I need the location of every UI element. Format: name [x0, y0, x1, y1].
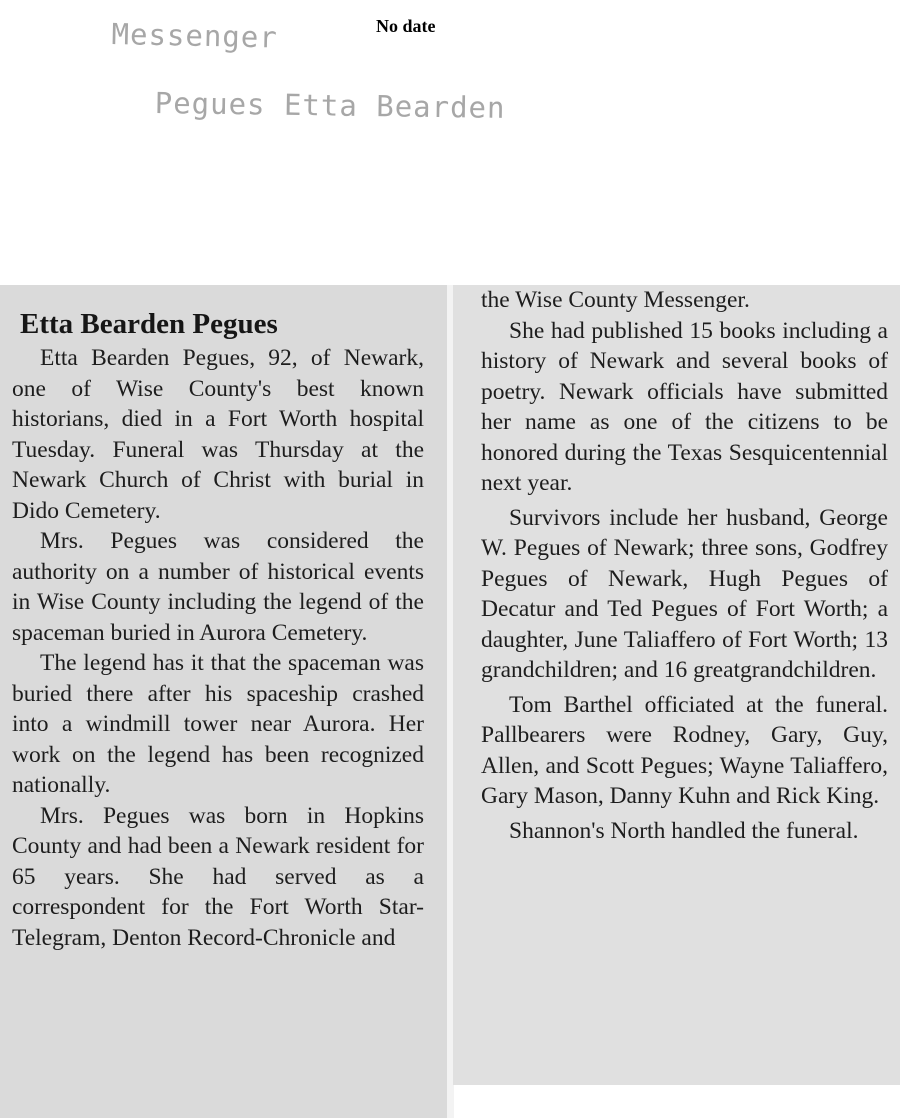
article-paragraph-continuation: the Wise County Messenger. — [481, 287, 750, 313]
typed-publication-label: Messenger — [111, 17, 279, 55]
article-paragraph: She had published 15 books including a history of Newark and several books of poetry. Newark officials have submitted her name as one of the citizens to be honored during the Texas Sesquicentennial next year. — [481, 317, 888, 496]
clipping-right-column — [453, 285, 900, 1085]
article-paragraph: Survivors include her husband, George W. Pegues of Newark; three sons, Godfrey Pegues of Newark, Hugh Pegues of Decatur and Ted Pegues of Fort Worth; a daughter, June Taliaffero of Fort Worth; 13 grandchildren; and 16 greatgrandchildren. — [481, 504, 888, 683]
article-paragraph: The legend has it that the spaceman was buried there after his spaceship crashed into a windmill tower near Aurora. Her work on the legend has been recognized nationally. — [12, 650, 424, 798]
article-headline: Etta Bearden Pegues — [20, 308, 278, 340]
article-paragraph: Etta Bearden Pegues, 92, of Newark, one of Wise County's best known historians, died in a Fort Worth hospital Tuesday. Funeral was Thursday at the Newark Church of Christ with burial in Dido Cemetery. — [12, 345, 424, 524]
typed-name-label: Pegues Etta Bearden — [154, 86, 506, 125]
article-paragraph: Mrs. Pegues was considered the authority on a number of historical events in Wise County including the legend of the spaceman buried in Aurora Cemetery. — [12, 528, 424, 646]
article-paragraph: Tom Barthel officiated at the funeral. Pallbearers were Rodney, Gary, Guy, Allen, and Scott Pegues; Wayne Taliaffero, Gary Mason, Danny Kuhn and Rick King. — [481, 691, 888, 809]
date-note: No date — [374, 13, 528, 59]
clipping-left-column — [0, 285, 448, 1118]
article-paragraph: Shannon's North handled the funeral. — [509, 817, 859, 844]
article-paragraph: Mrs. Pegues was born in Hopkins County and had been a Newark resident for 65 years. She had served as a correspondent for the Fort Worth Star-Telegram, Denton Record-Chronicle and — [12, 802, 424, 951]
